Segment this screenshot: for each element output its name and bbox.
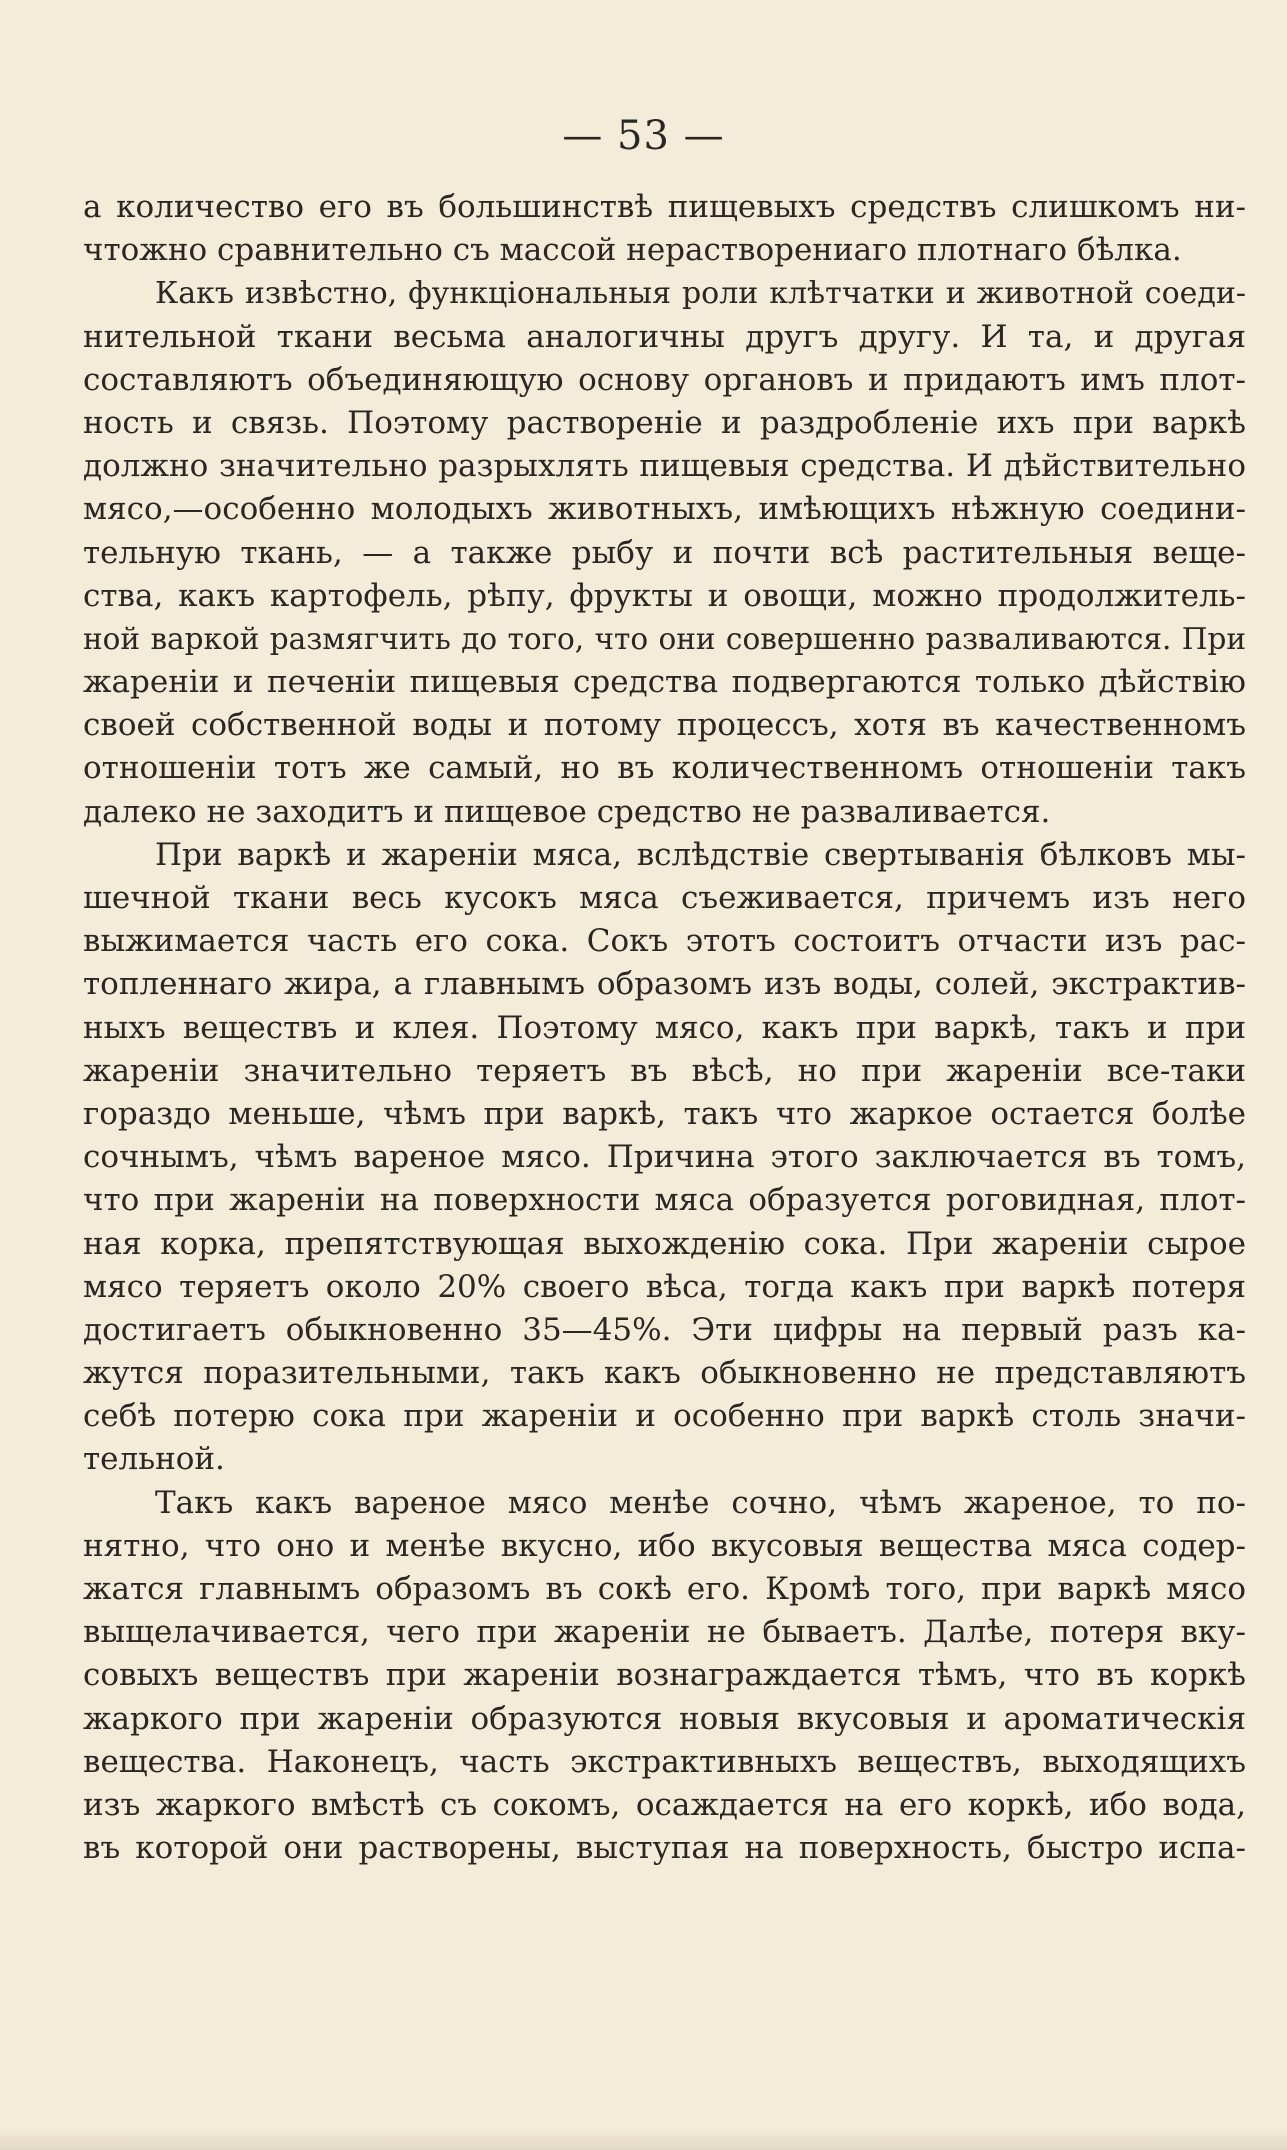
text-line: совыхъ веществъ при жареніи вознаграждается тѣмъ, что въ коркѣ	[83, 1657, 1246, 1694]
text-line: должно значительно разрыхлять пищевыя средства. И дѣйствительно	[83, 448, 1246, 485]
text-line: мясо теряетъ около 20% своего вѣса, тогда какъ при варкѣ потеря	[83, 1268, 1246, 1305]
text-line: Такъ какъ вареное мясо менѣе сочно, чѣмъ жареное, то по-	[155, 1484, 1246, 1521]
text-line: ной варкой размягчить до того, что они совершенно разваливаются. При	[83, 621, 1246, 656]
text-line: нятно, что оно и менѣе вкусно, ибо вкусовыя вещества мяса содер-	[83, 1527, 1246, 1564]
text-line: себѣ потерю сока при жареніи и особенно при варкѣ столь значи-	[83, 1398, 1246, 1435]
page-number: — 53 —	[562, 113, 725, 159]
text-line: ность и связь. Поэтому раствореніе и раздробленіе ихъ при варкѣ	[83, 404, 1246, 441]
text-line: выщелачивается, чего при жареніи не бываетъ. Далѣе, потеря вку-	[83, 1614, 1246, 1651]
body-text	[83, 186, 1246, 1870]
text-line: ства, какъ картофель, рѣпу, фрукты и овощи, можно продолжитель-	[83, 577, 1246, 614]
text-line: сочнымъ, чѣмъ вареное мясо. Причина этого заключается въ томъ,	[83, 1139, 1246, 1176]
text-line: При варкѣ и жареніи мяса, вслѣдствіе свертыванія бѣлковъ мы-	[155, 836, 1246, 873]
text-line: жатся главнымъ образомъ въ сокѣ его. Кромѣ того, при варкѣ мясо	[83, 1571, 1246, 1607]
text-line: Какъ извѣстно, функціональныя роли клѣтчатки и животной соеди-	[155, 276, 1246, 312]
text-line: вещества. Наконецъ, часть экстрактивныхъ веществъ, выходящихъ	[83, 1743, 1246, 1780]
text-line: жаркого при жареніи образуются новыя вкусовыя и ароматическія	[83, 1700, 1246, 1737]
text-line: выжимается часть его сока. Сокъ этотъ состоитъ отчасти изъ рас-	[83, 923, 1246, 960]
text-line: гораздо меньше, чѣмъ при варкѣ, такъ что жаркое остается болѣе	[83, 1095, 1246, 1132]
text-line: въ которой они растворены, выступая на поверхность, быстро испа-	[83, 1830, 1246, 1867]
text-line: жареніи значительно теряетъ въ вѣсѣ, но при жареніи все-таки	[83, 1052, 1246, 1089]
text-line: тельную ткань, — а также рыбу и почти всѣ растительныя веще-	[83, 534, 1246, 571]
text-line: топленнаго жира, а главнымъ образомъ изъ воды, солей, экстрактив-	[83, 966, 1246, 1003]
text-line: жареніи и печеніи пищевыя средства подвергаются только дѣйствію	[83, 664, 1246, 701]
text-line: изъ жаркого вмѣстѣ съ сокомъ, осаждается на его коркѣ, ибо вода,	[83, 1786, 1246, 1823]
text-line: отношеніи тотъ же самый, но въ количественномъ отношеніи такъ	[83, 750, 1246, 787]
text-line: мясо,—особенно молодыхъ животныхъ, имѣющихъ нѣжную соедини-	[83, 491, 1246, 528]
text-line: своей собственной воды и потому процессъ, хотя въ качественномъ	[83, 707, 1246, 744]
text-line: тельной.	[83, 1441, 225, 1478]
text-line: далеко не заходитъ и пищевое средство не разваливается.	[83, 793, 1051, 830]
text-line: чтожно сравнительно съ массой нерастворениаго плотнаго бѣлка.	[83, 232, 1182, 269]
text-line: достигаетъ обыкновенно 35—45%. Эти цифры на первый разъ ка-	[83, 1311, 1246, 1348]
text-line: составляютъ объединяющую основу органовъ и придаютъ имъ плот-	[83, 361, 1246, 398]
text-line: шечной ткани весь кусокъ мяса съеживается, причемъ изъ него	[83, 880, 1246, 916]
text-line: что при жареніи на поверхности мяса образуется роговидная, плот-	[83, 1182, 1246, 1219]
text-line: а количество его въ большинствѣ пищевыхъ средствъ слишкомъ ни-	[83, 189, 1246, 225]
text-line: жутся поразительными, такъ какъ обыкновенно не представляютъ	[83, 1355, 1246, 1392]
page-bottom-edge	[0, 2128, 1287, 2150]
text-line: ныхъ веществъ и клея. Поэтому мясо, какъ при варкѣ, такъ и при	[83, 1009, 1246, 1046]
text-line: нительной ткани весьма аналогичны другъ другу. И та, и другая	[83, 318, 1246, 355]
text-line: ная корка, препятствующая выхожденію сока. При жареніи сырое	[83, 1225, 1246, 1262]
